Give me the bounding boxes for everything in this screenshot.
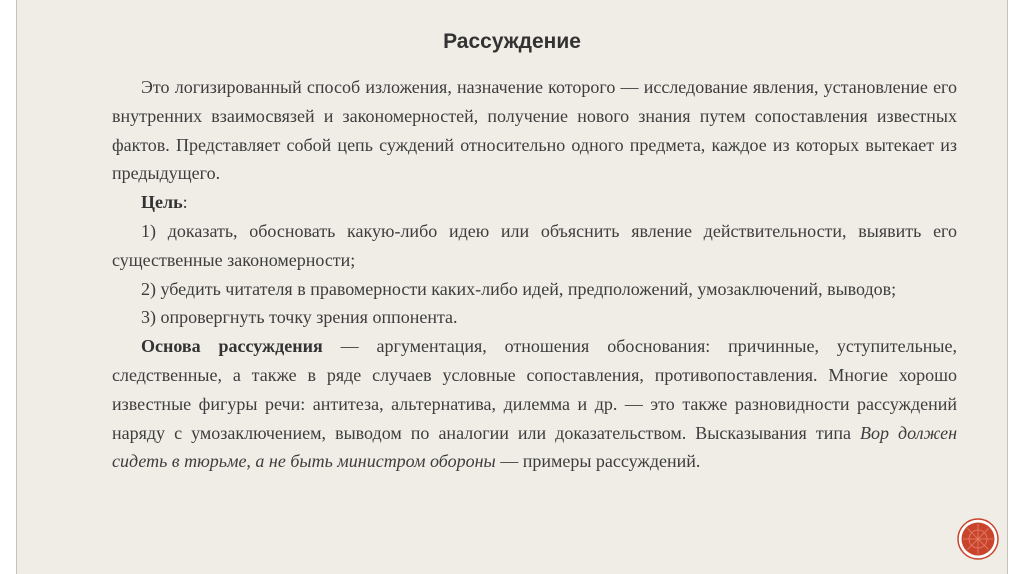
presentation-logo-icon — [957, 518, 999, 560]
goal-heading-colon: : — [182, 192, 188, 213]
example-quote: Вор должен сидеть в тюрьме, а не быть министром обороны — [112, 422, 957, 472]
example-tail: — примеры рассуждений. — [495, 451, 701, 472]
slide-body — [112, 73, 957, 476]
basis-text: — аргументация, отношения обоснования: причинные, уступительные, следственные, а также в ряде случаев условные сопоставления, противопоставления. Многие хорошо известные фигуры речи: антитеза, альтернатива, дилемма и др. — это также разновидности рассуждений наряду с умозаключением, выводом по аналогии или доказательством. Высказывания типа — [112, 336, 957, 443]
goal-item-3: 3) опровергнуть точку зрения оппонента. — [141, 307, 458, 328]
definition-paragraph: Это логизированный способ изложения, назначение которого — исследование явления, установление его внутренних взаимосвязей и закономерностей, получение нового знания путем сопоставления известных фактов. Представляет собой цепь суждений относительно одного предмета, каждое из которых вытекает из предыдущего. — [112, 77, 957, 184]
basis-term: Основа рассуждения — [141, 336, 323, 357]
goal-heading: Цель — [141, 192, 183, 213]
goal-heading-paragraph — [112, 188, 957, 217]
slide-left-border — [16, 0, 17, 574]
basis-paragraph — [112, 332, 957, 476]
goal-item-2: 2) убедить читателя в правомерности каких-либо идей, предположений, умозаключений, выводов; — [141, 278, 897, 299]
goal-item-1: 1) доказать, обосновать какую-либо идею или объяснить явление действительности, выявить его существенные закономерности; — [112, 220, 957, 270]
slide-title: Рассуждение — [443, 30, 581, 53]
slide-right-border — [1007, 0, 1008, 574]
